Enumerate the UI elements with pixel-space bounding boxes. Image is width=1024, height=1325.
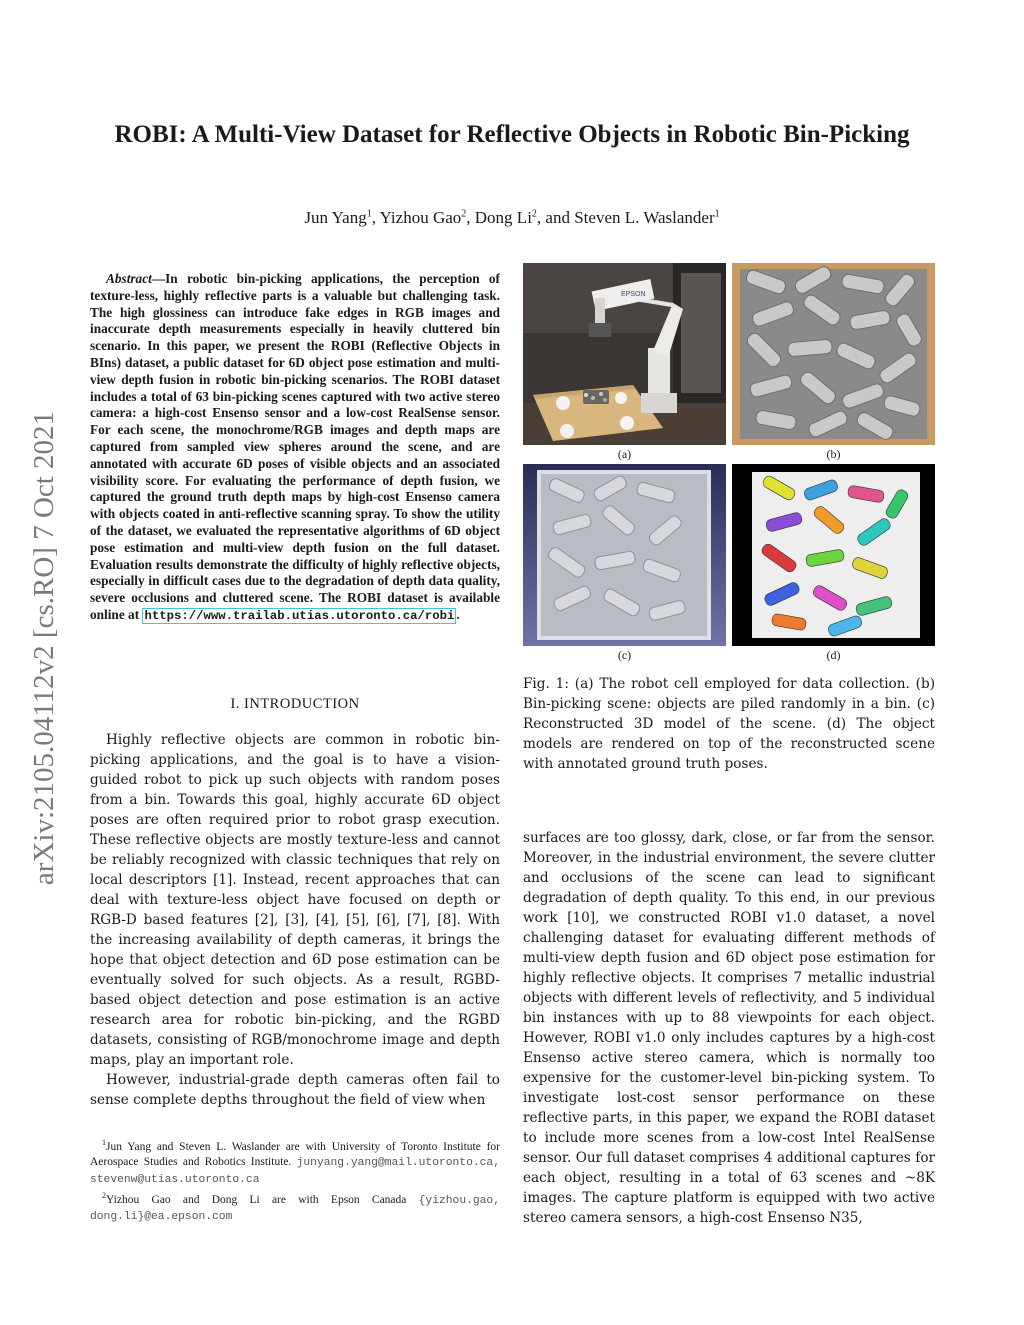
robot-cell-photo <box>523 263 726 445</box>
author-name: , Yizhou Gao <box>371 208 462 227</box>
panel-label: (a) <box>617 447 632 461</box>
panel-label: (b) <box>826 447 841 461</box>
footnote-text: Yizhou Gao and Dong Li are with Epson Canada <box>106 1193 419 1206</box>
paper-title: ROBI: A Multi-View Dataset for Reflective Objects in Robotic Bin-Picking <box>114 121 910 148</box>
bin-photo <box>732 263 935 445</box>
footnote <box>90 1135 500 1188</box>
footnote <box>90 1188 500 1226</box>
arxiv-stamp: arXiv:2105.04112v2 [cs.RO] 7 Oct 2021 <box>28 410 60 886</box>
paragraph: surfaces are too glossy, dark, close, or far from the sensor. Moreover, in the industrial environment, the severe clutter and occlusions of the scene can lead to significant degradation of depth quality. To this end, in our previous work [10], we constructed ROBI v1.0 dataset, a novel challenging dataset for evaluating different methods of multi-view depth fusion and 6D object pose estimation for highly reflective objects. It comprises 7 metallic industrial objects with different levels of reflectivity, and 5 individual bin instances with up to 88 viewpoints for each object. However, ROBI v1.0 only includes captures by a high-cost Ensenso active stereo camera, which is normally too expensive for the customer-level bin-picking system. To investigate lost-cost sensor performance on these reflective parts, in this paper, we expand the ROBI dataset to include more scenes from a low-cost Intel RealSense sensor. Our full dataset comprises 4 additional captures for each object, resulting in a total of 63 scenes and ~8K images. The capture platform is equipped with two active stereo camera sensors, a high-cost Ensenso N35, <box>523 830 935 1226</box>
abstract <box>90 271 500 625</box>
panel-label: (d) <box>826 648 841 662</box>
panel-label: (c) <box>617 648 632 662</box>
dataset-link[interactable]: https://www.trailab.utias.utoronto.ca/robi <box>144 608 455 623</box>
author-list <box>100 208 924 228</box>
reconstruction-render <box>523 464 726 646</box>
footnote-mark: 1 <box>102 1138 106 1147</box>
introduction-text <box>90 730 500 1110</box>
affiliation-mark: 2 <box>531 208 537 220</box>
annotated-render <box>732 464 935 646</box>
author-name: , Dong Li <box>466 208 532 227</box>
abstract-dash: — <box>151 271 166 286</box>
footnote-mark: 2 <box>102 1191 106 1201</box>
footnote-email: {yizhou.gao, dong.li}@ea.epson.com <box>90 1194 500 1224</box>
paragraph: However, industrial-grade depth cameras often fail to sense complete depths throughout the field of view when <box>90 1072 500 1108</box>
footnote-text: Jun Yang and Steven L. Waslander are with University of Toronto Institute for Aerospace Studies and Robotics Institute. <box>90 1140 500 1169</box>
abstract-text: In robotic bin-picking applications, the perception of texture-less, highly reflective parts is a valuable but challenging task. The high glossiness can introduce fake edges in RGB images and inaccurate depth measurements especially in heavily cluttered bin scenario. In this paper, we present the ROBI (Reflective Objects in BIns) dataset, a public dataset for 6D object pose estimation and multi-view depth fusion in robotic bin-picking scenarios. The ROBI dataset includes a total of 63 bin-picking scenes captured with two active stereo camera: a high-cost Ensenso sensor and a low-cost RealSense sensor. For each scene, the monochrome/RGB images and depth maps are captured from sampled view spheres around the scene, and are annotated with accurate 6D poses of visible objects and an associated visibility score. For evaluating the performance of depth fusion, we captured the ground truth depth maps by high-cost Ensenso camera with objects coated in anti-reflective scanning spray. To show the utility of the dataset, we evaluated the representative algorithms of 6D object pose estimation and multi-view depth fusion on the full dataset. Evaluation results demonstrate the difficulty of highly reflective objects, especially in difficult cases due to the degradation of depth data quality, severe occlusions and cluttered scene. The ROBI dataset is available online at <box>90 271 500 622</box>
abstract-label: Abstract <box>106 271 152 286</box>
affiliation-mark: 1 <box>366 208 372 220</box>
figure-caption: Fig. 1: (a) The robot cell employed for data collection. (b) Bin-picking scene: objects are piled randomly in a bin. (c) Reconstructed 3D model of the scene. (d) The object models are rendered on top of the reconstructed scene with annotated ground truth poses. <box>523 676 935 772</box>
author-name: Jun Yang <box>304 208 367 227</box>
footnotes <box>90 1135 500 1226</box>
footnote-email: junyang.yang@mail.utoronto.ca, stevenw@utias.utoronto.ca <box>90 1157 500 1186</box>
paragraph: Highly reflective objects are common in robotic bin-picking applications, and the goal is to have a vision-guided robot to pick up such objects with random poses from a bin. Towards this goal, highly accurate 6D object poses are often required prior to robot grasp execution. These reflective objects are mostly texture-less and cannot be reliably recognized with classic techniques that rely on local descriptors [1]. Instead, recent approaches that can deal with texture-less object have focused on depth or RGB-D based features [2], [3], [4], [5], [6], [7], [8]. With the increasing availability of depth cameras, it brings the hope that object detection and 6D pose estimation can be eventually solved for such objects. As a result, RGBD-based object detection and pose estimation is an active research area for robotic bin-picking, and the RGBD datasets, consisting of RGB/monochrome image and depth maps, play an important role. <box>90 732 500 1068</box>
section-heading: I. INTRODUCTION <box>230 696 360 712</box>
abstract-end: . <box>456 606 460 622</box>
affiliation-mark: 2 <box>461 208 467 220</box>
author-name: , and Steven L. Waslander <box>536 208 715 227</box>
affiliation-mark: 1 <box>714 208 720 220</box>
right-column-text <box>523 828 935 1228</box>
epson-logo: EPSON <box>621 291 646 298</box>
